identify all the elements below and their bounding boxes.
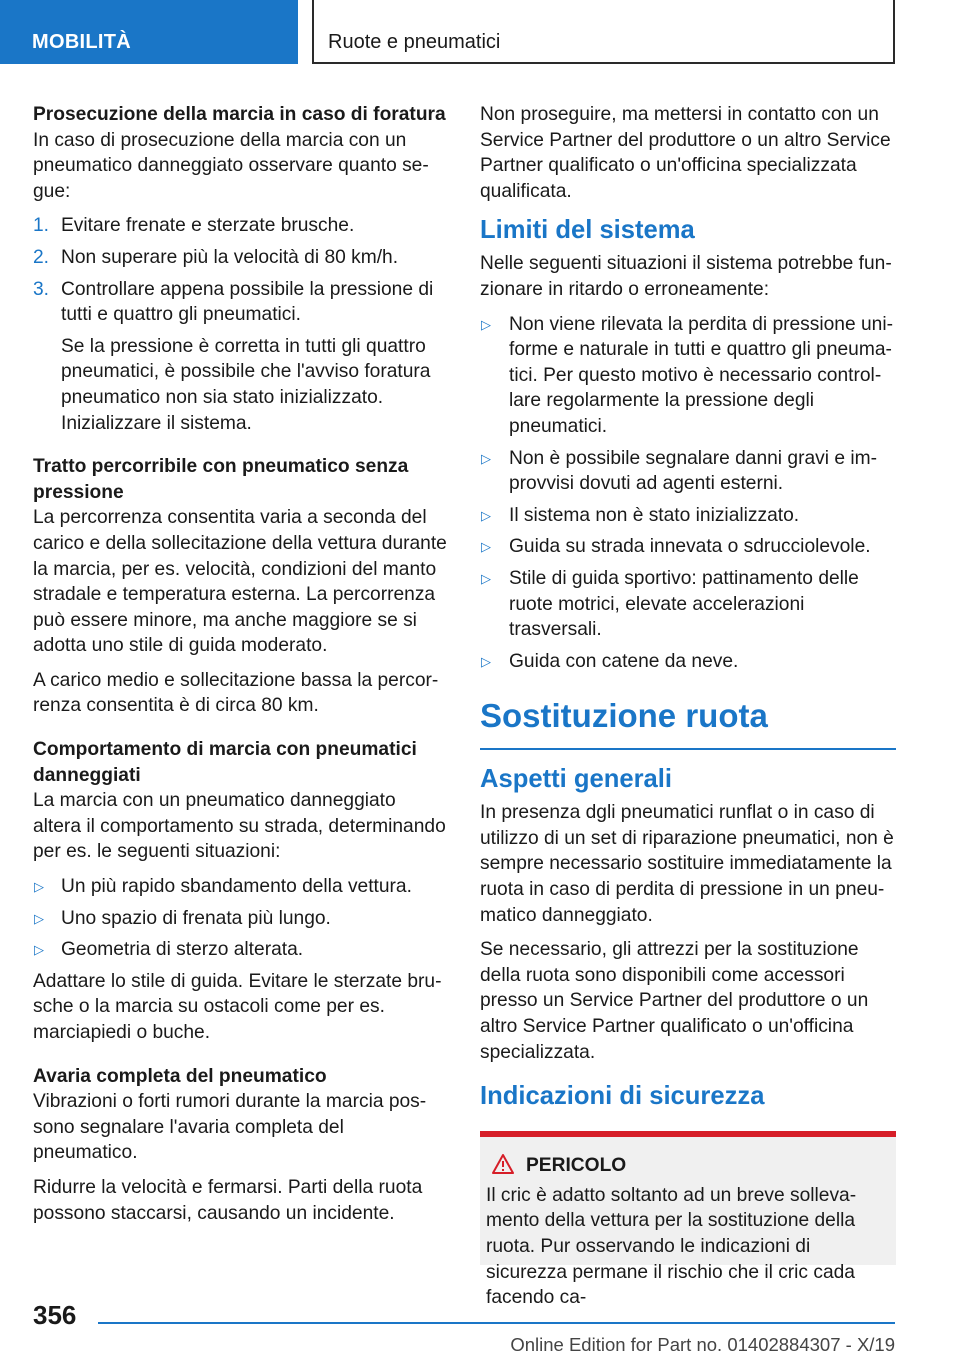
list-item	[33, 277, 448, 437]
heading-flat-tire-driving: Prosecuzione della marcia in caso di foratura	[33, 104, 446, 125]
list-item	[33, 245, 448, 271]
step-text: Controllare appena possibile la pressione di tutti e quattro gli pneumatici.	[61, 278, 434, 326]
paragraph: Non proseguire, ma mettersi in contatto con un Service Partner del produttore o un altro Service Partner qualificato o un'officina specializzata qualificata.	[480, 104, 891, 202]
bullet-text: Il sistema non è stato inizializzato.	[509, 504, 800, 526]
paragraph: Se necessario, gli attrezzi per la sostituzione della ruota sono disponibili come accessori presso un Service Partner del produttore o un altro Service Partner qualificato o un'officina specializzata.	[480, 939, 869, 1063]
paragraph: A carico medio e sollecitazione bassa la percorrenza consentita è di circa 80 km.	[33, 669, 439, 717]
bullet-text: Guida con catene da neve.	[509, 650, 739, 672]
list-item	[480, 503, 896, 529]
step-number: 1.	[33, 215, 50, 237]
step-text: Evitare frenate e sterzate brusche.	[61, 215, 355, 237]
paragraph: Nelle seguenti situazioni il sistema potrebbe funzionare in ritardo o erroneamente:	[480, 253, 892, 300]
triangle-bullet-icon: ▷	[481, 653, 491, 669]
warning-label: PERICOLO	[526, 1155, 627, 1177]
heading-damaged-tire-behaviour: Comportamento di marcia con pneumatici danneggiati	[33, 739, 417, 786]
footer-divider	[98, 1322, 895, 1324]
heading-system-limits: Limiti del sistema	[480, 216, 695, 245]
step-text: Non superare più la velocità di 80 km/h.	[61, 246, 399, 268]
chapter-tab: Ruote e pneumatici	[312, 0, 895, 64]
bullet-text: Stile di guida sportivo: pattinamento delle ruote motrici, elevate accelerazioni trasversali.	[509, 567, 859, 641]
bullet-list	[33, 874, 448, 963]
heading-safety-notes: Indicazioni di sicurezza	[480, 1082, 765, 1111]
section-flat-tire-driving	[33, 102, 448, 436]
triangle-bullet-icon: ▷	[34, 910, 44, 926]
triangle-bullet-icon: ▷	[34, 879, 44, 895]
heading-range-no-pressure: Tratto percorribile con pneumatico senza pressione	[33, 456, 409, 503]
paragraph: Adattare lo stile di guida. Evitare le sterzate brusche o la marcia su ostacoli come per es. marciapiedi o buche.	[33, 970, 442, 1043]
bullet-text: Geometria di sterzo alterata.	[61, 939, 304, 961]
list-item	[480, 312, 896, 440]
section-damaged-tire-behaviour	[33, 737, 448, 1046]
warning-text: Il cric è adatto soltanto ad un breve sollevamento della vettura per la sostituzione della ruota. Pur osservando le indicazioni di sicurezza permane il rischio che il cric cada facendo ca-	[486, 1184, 857, 1309]
triangle-bullet-icon: ▷	[481, 539, 491, 555]
section-complete-tire-failure	[33, 1064, 448, 1227]
warning-triangle-icon	[492, 1154, 514, 1174]
section-range-no-pressure	[33, 454, 448, 719]
paragraph: La marcia con un pneumatico danneggiato altera il comportamento su strada, determinando per es. le seguenti situazioni:	[33, 790, 446, 863]
bullet-text: Uno spazio di frenata più lungo.	[61, 907, 331, 929]
warning-title	[486, 1153, 890, 1179]
list-item	[33, 213, 448, 239]
list-item	[480, 534, 896, 560]
page-number: 356	[33, 1300, 77, 1330]
numbered-list	[33, 213, 448, 436]
triangle-bullet-icon: ▷	[481, 570, 491, 586]
triangle-bullet-icon: ▷	[34, 942, 44, 958]
left-column	[33, 102, 448, 1244]
list-item	[33, 874, 448, 900]
triangle-bullet-icon: ▷	[481, 316, 491, 332]
step-note: Se la pressione è corretta in tutti gli quattro pneumatici, è possibile che l'avviso foratura pneumatico non sia stato inizializzato. Inizializzare il sistema.	[61, 335, 431, 434]
triangle-bullet-icon: ▷	[481, 507, 491, 523]
paragraph: Ridurre la velocità e fermarsi. Parti della ruota possono staccarsi, causando un incidente.	[33, 1176, 423, 1224]
section-tab: MOBILITÀ	[0, 0, 298, 64]
paragraph: In caso di prosecuzione della marcia con un pneumatico danneggiato osservare quanto segue:	[33, 129, 429, 202]
heading-complete-tire-failure: Avaria completa del pneumatico	[33, 1065, 327, 1087]
bullet-text: Guida su strada innevata o sdrucciolevole.	[509, 536, 871, 558]
paragraph: La percorrenza consentita varia a seconda del carico e della sollecitazione della vettura durante la marcia, per es. velocità, condizioni del manto stradale e temperatura esterna. La percorrenza può essere minore, ma anche maggiore se si adotta uno stile di guida moderato.	[33, 507, 447, 657]
heading-wheel-replacement: Sostituzione ruota	[480, 696, 896, 750]
bullet-text: Non è possibile segnalare danni gravi e improvvisi dovuti ad agenti esterni.	[509, 447, 877, 495]
list-item	[33, 937, 448, 963]
paragraph: Vibrazioni o forti rumori durante la marcia possono segnalare l'avaria completa del pneumatico.	[33, 1091, 427, 1164]
list-item	[480, 566, 896, 643]
bullet-text: Non viene rilevata la perdita di pressione uniforme e naturale in tutti e quattro gli pneumatici. Per questo motivo è necessario controllare regolarmente la pressione degli pneumatici.	[509, 313, 893, 437]
step-number: 2.	[33, 246, 50, 268]
heading-general-aspects: Aspetti generali	[480, 765, 673, 794]
triangle-bullet-icon: ▷	[481, 450, 491, 466]
step-number: 3.	[33, 278, 50, 300]
list-item	[480, 649, 896, 675]
list-item	[33, 906, 448, 932]
right-column	[480, 102, 896, 1309]
danger-warning-box	[480, 1131, 896, 1309]
list-item	[480, 446, 896, 497]
bullet-text: Un più rapido sbandamento della vettura.	[61, 876, 412, 898]
edition-note: Online Edition for Part no. 01402884307 - X/19	[510, 1334, 895, 1355]
paragraph: In presenza dgli pneumatici runflat o in caso di utilizzo di un set di riparazione pneumatici, non è sempre necessario sostituire immediatamente la ruota in caso di perdita di pressione in un pneumatico danneggiato.	[480, 802, 894, 926]
bullet-list	[480, 312, 896, 675]
